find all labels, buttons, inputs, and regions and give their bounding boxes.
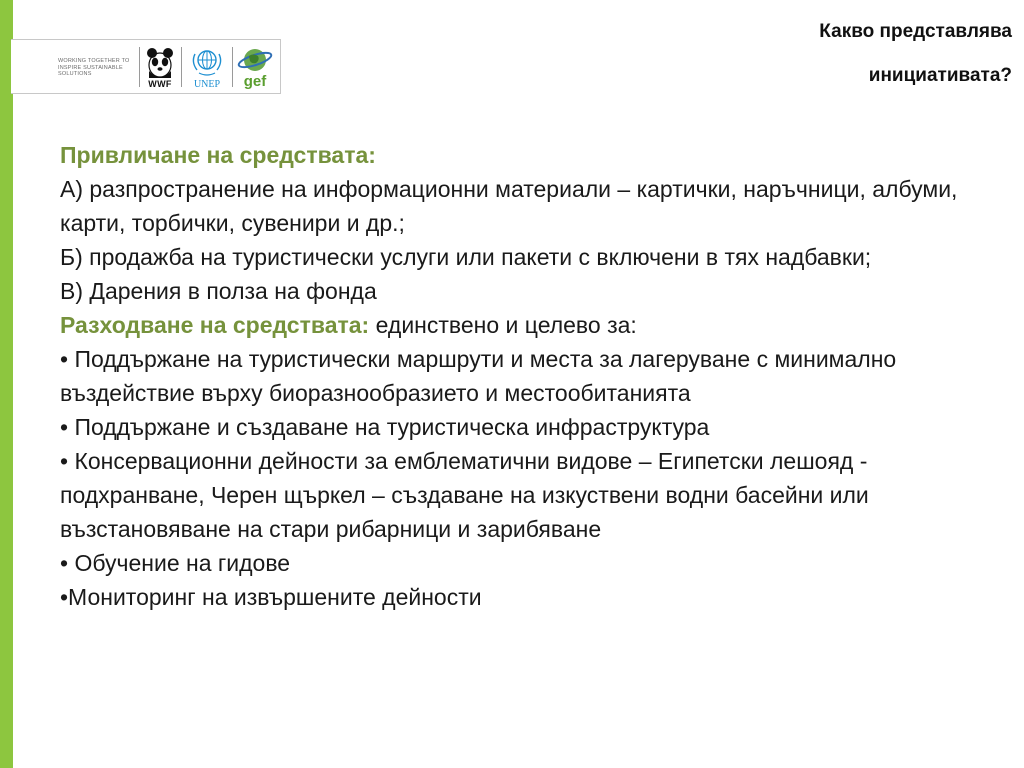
logo-divider [232, 47, 233, 87]
funding-item-b: Б) продажба на туристически услуги или пакети с включени в тях надбавки; [60, 244, 872, 270]
logo-divider [139, 47, 140, 87]
gef-logo [235, 44, 275, 90]
tagline-line-3: SOLUTIONS [58, 71, 92, 77]
spending-bullet: • Поддържане на туристически маршрути и места за лагеруване с минимално въздействие върху биоразнообразието и местообитанията [60, 346, 897, 406]
wwf-wordmark: WWF [148, 79, 172, 89]
banner-tagline [58, 58, 138, 78]
funding-heading: Привличане на средствата: [60, 142, 376, 168]
spending-heading: Разходване на средствата: [60, 312, 370, 338]
slide-title-line-1: Какво представлява [819, 21, 1012, 42]
spending-bullet: • Обучение на гидове [60, 550, 291, 576]
left-accent-bar [0, 0, 13, 768]
un-emblem-icon [185, 46, 229, 78]
partner-logo-banner [11, 39, 281, 94]
spending-bullet: •Мониторинг на извършените дейности [60, 584, 482, 610]
unep-logo [185, 46, 229, 90]
spending-line [60, 308, 960, 342]
slide-body [60, 138, 960, 614]
gef-wordmark: gef [243, 73, 267, 90]
funding-item-c: В) Дарения в полза на фонда [60, 278, 377, 304]
globe-icon [235, 44, 275, 90]
spending-intro: единствено и целево за: [375, 312, 637, 338]
slide-title [819, 10, 1012, 98]
wwf-logo [143, 45, 177, 89]
slide-title-line-2: инициативата? [868, 65, 1012, 86]
funding-item-a: А) разпространение на информационни материали – картички, наръчници, албуми, карти, торбички, сувенири и др.; [60, 176, 958, 236]
spending-bullet: • Поддържане и създаване на туристическа инфраструктура [60, 414, 710, 440]
spending-bullet: • Консервационни дейности за емблематични видове – Египетски лешояд - подхранване, Черен щъркел – създаване на изкуствени водни басейни или възстановяване на стари рибарници и зарибяване [60, 448, 869, 542]
unep-wordmark: UNEP [193, 79, 221, 90]
tagline-line-2: INSPIRE SUSTAINABLE [58, 64, 123, 71]
panda-icon [143, 45, 177, 79]
logo-divider [181, 47, 182, 87]
tagline-line-1: WORKING TOGETHER TO [58, 58, 130, 64]
